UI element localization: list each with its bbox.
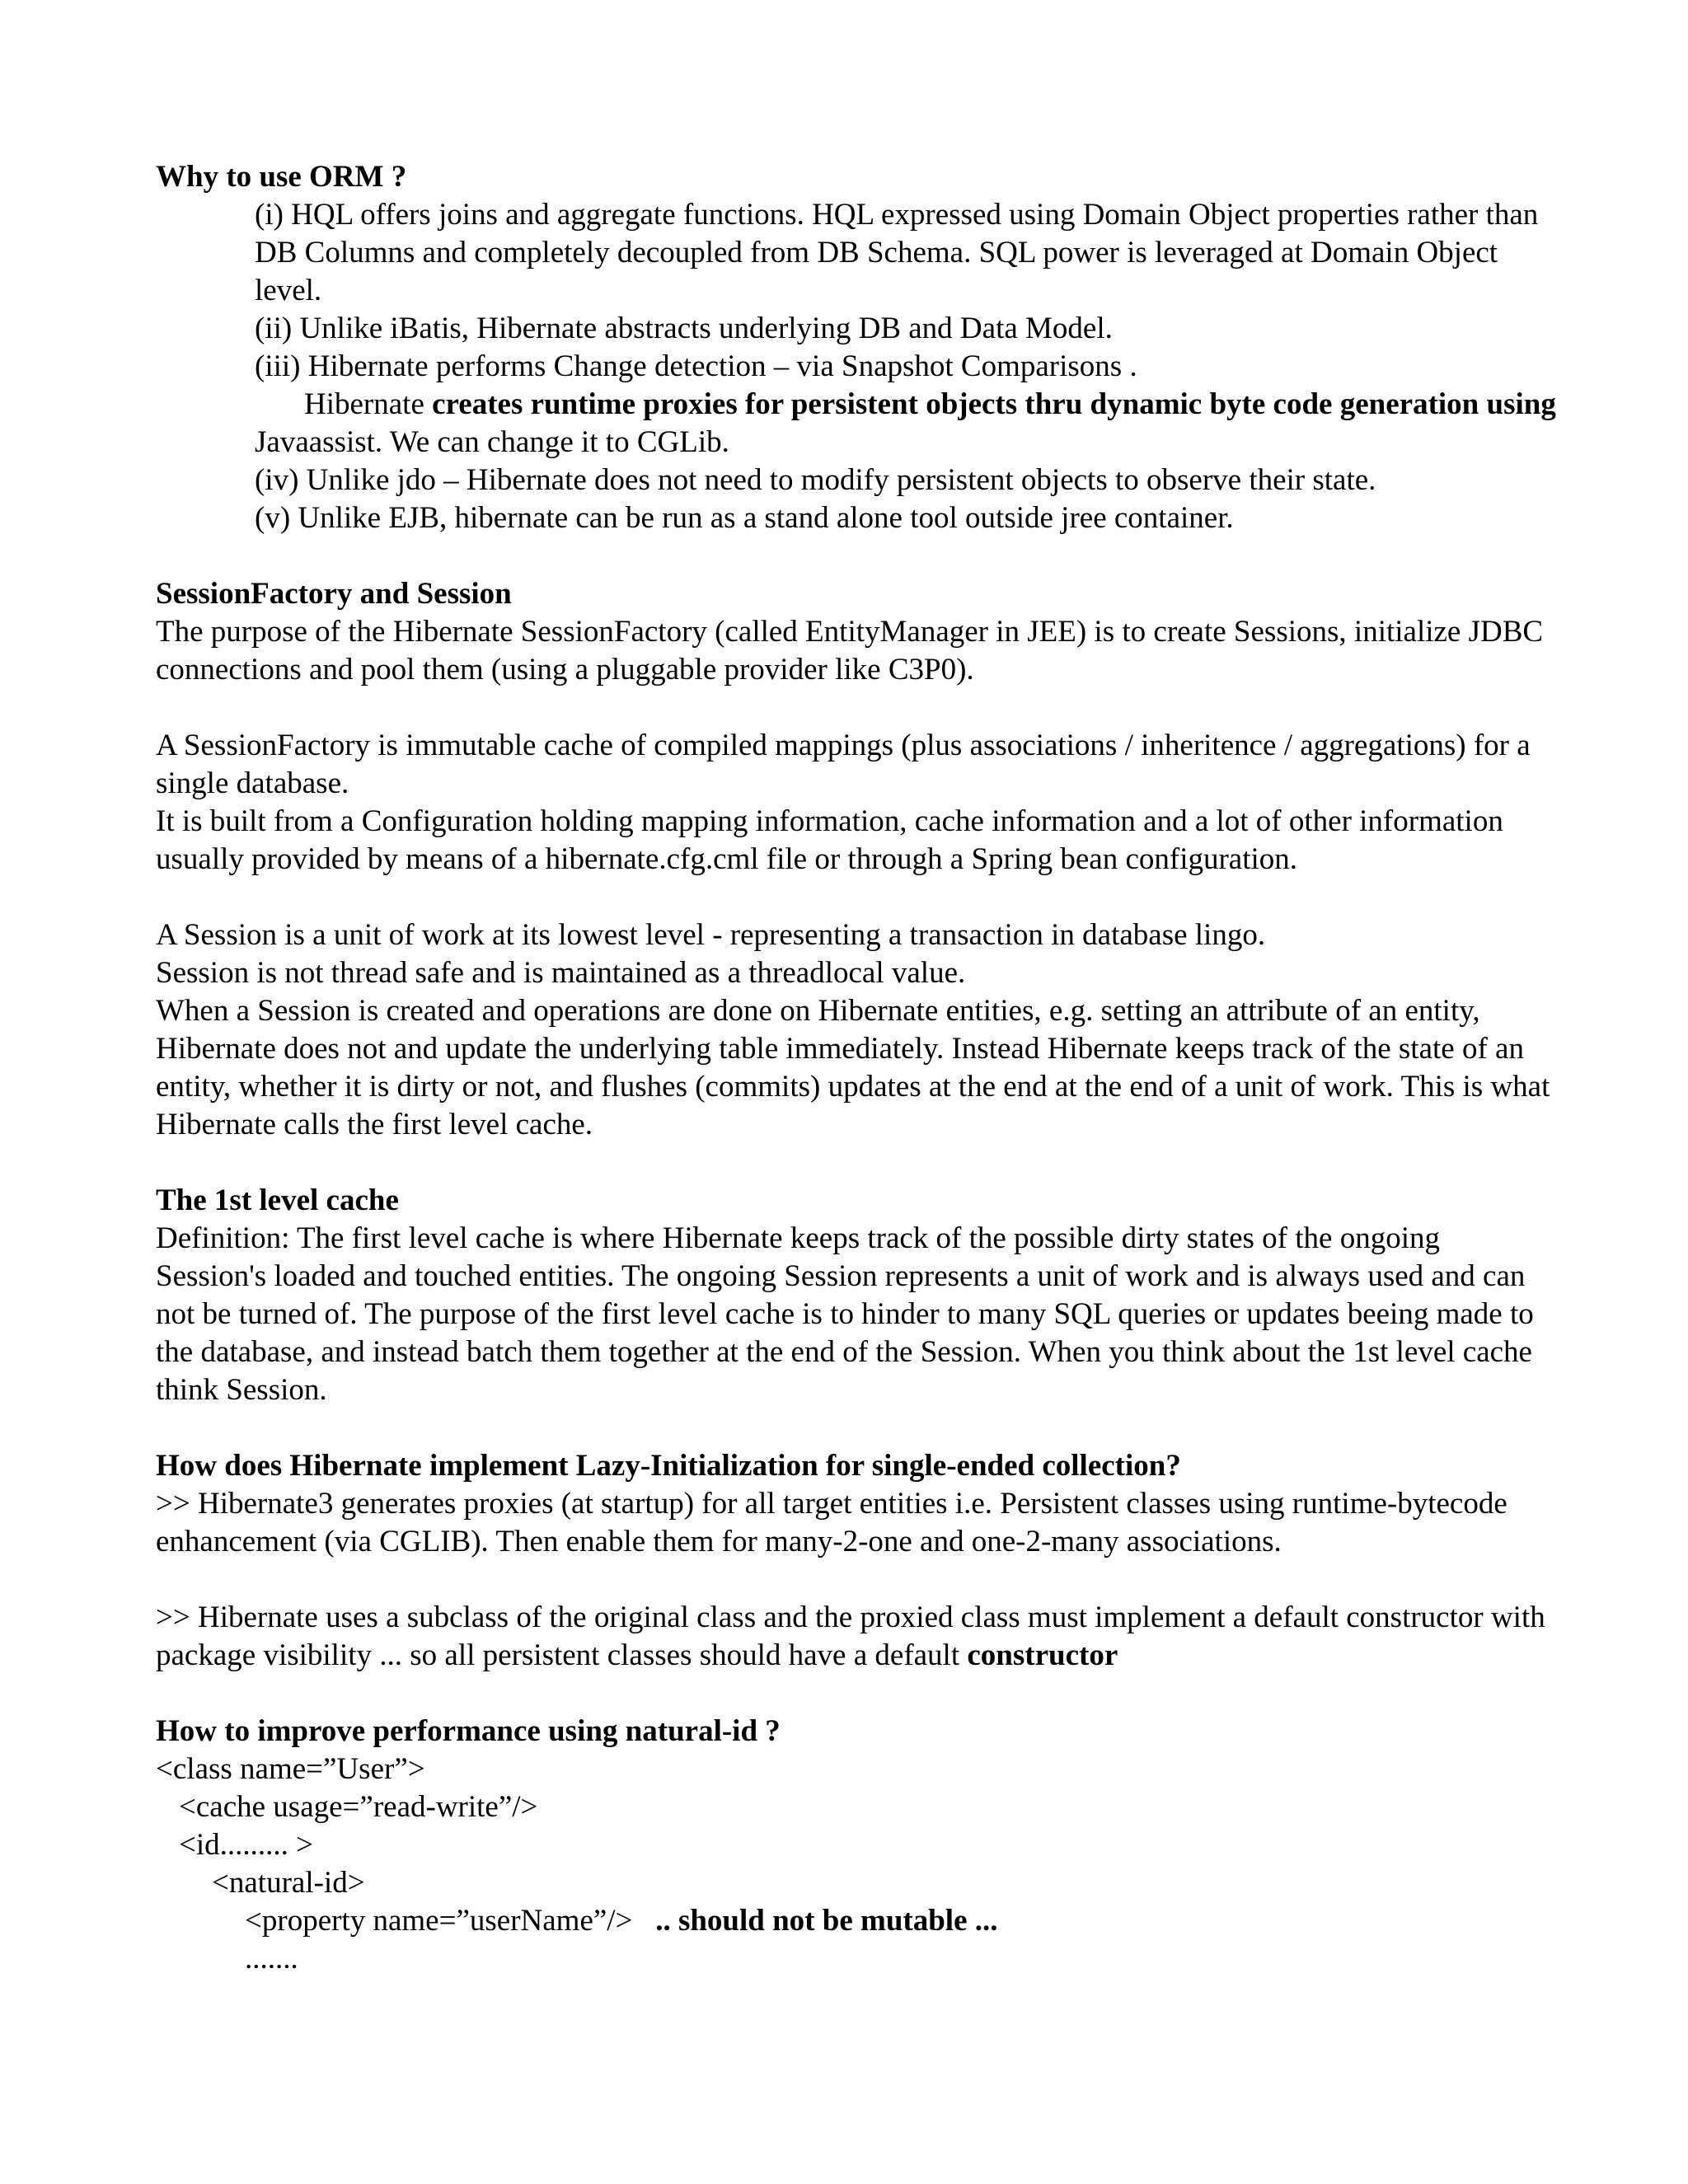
session-paragraph-1: The purpose of the Hibernate SessionFactory (called EntityManager in JEE) is to create Sessions, initialize JDBC connections and pool them (using a pluggable provider like C3P0). bbox=[156, 615, 1544, 687]
session-paragraph-3: It is built from a Configuration holding mapping information, cache information and a lot of other information usually provided by means of a hibernate.cfg.cml file or through a Spring bean configuration. bbox=[156, 804, 1503, 876]
session-paragraph-4: A Session is a unit of work at its lowest level - representing a transaction in database lingo. bbox=[156, 918, 1266, 952]
spacer bbox=[156, 537, 1557, 575]
spacer bbox=[156, 879, 1557, 916]
cache-definition: Definition: The first level cache is where Hibernate keeps track of the possible dirty states of the ongoing Session's loaded and touched entities. The ongoing Session represents a unit of work and is always used and can not be turned of. The purpose of the first level cache is to hinder to many SQL queries or updates beeing made to the database, and instead batch them together at the end of the Session. When you think about the 1st level cache think Session. bbox=[156, 1221, 1534, 1407]
lazy-paragraph-2-text: >> Hibernate uses a subclass of the original class and the proxied class must implement a default constructor with package visibility ... so all persistent classes should have a default bbox=[156, 1601, 1545, 1672]
session-paragraph-6: When a Session is created and operations are done on Hibernate entities, e.g. setting an attribute of an entity, Hibernate does not and update the underlying table immediately. Instead Hibernate keeps track of the state of an entity, whether it is dirty or not, and flushes (commits) updates at the end at the end of a unit of work. This is what Hibernate calls the first level cache. bbox=[156, 994, 1550, 1141]
orm-reason-3-detail-lead: Hibernate bbox=[304, 387, 433, 421]
spacer bbox=[156, 689, 1557, 727]
lazy-paragraph-2 bbox=[156, 1599, 1557, 1675]
spacer bbox=[156, 1409, 1557, 1447]
orm-reason-5: (v) Unlike EJB, hibernate can be run as a stand alone tool outside jree container. bbox=[255, 501, 1234, 535]
code-line-cache: <cache usage=”read-write”/> bbox=[179, 1790, 538, 1824]
heading-natural-id: How to improve performance using natural-id ? bbox=[156, 1714, 781, 1748]
heading-lazy-initialization: How does Hibernate implement Lazy-Initialization for single-ended collection? bbox=[156, 1449, 1181, 1483]
session-paragraph-2: A SessionFactory is immutable cache of compiled mappings (plus associations / inheritence / aggregations) for a single database. bbox=[156, 729, 1531, 800]
code-line-class: <class name=”User”> bbox=[156, 1752, 425, 1786]
orm-reason-3: (iii) Hibernate performs Change detection – via Snapshot Comparisons . bbox=[255, 349, 1137, 383]
orm-reason-3-detail-tail: Javaassist. We can change it to CGLib. bbox=[255, 425, 729, 459]
document-content bbox=[156, 158, 1557, 1978]
session-paragraph-5: Session is not thread safe and is maintained as a threadlocal value. bbox=[156, 956, 966, 990]
spacer bbox=[156, 1144, 1557, 1182]
orm-reason-2: (ii) Unlike iBatis, Hibernate abstracts underlying DB and Data Model. bbox=[255, 312, 1113, 345]
orm-reason-1: (i) HQL offers joins and aggregate functions. HQL expressed using Domain Object properties rather than DB Columns and completely decoupled from DB Schema. SQL power is leveraged at Domain Object level. bbox=[255, 198, 1539, 307]
code-line-property-text: <property name=”userName”/> bbox=[245, 1904, 633, 1938]
code-line-id: <id......... > bbox=[179, 1828, 314, 1862]
spacer bbox=[156, 1675, 1557, 1713]
heading-why-orm: Why to use ORM ? bbox=[156, 160, 407, 194]
orm-reason-3-detail-bold: creates runtime proxies for persistent objects thru dynamic byte code generation using bbox=[432, 387, 1556, 421]
heading-first-level-cache: The 1st level cache bbox=[156, 1183, 399, 1217]
orm-reason-4: (iv) Unlike jdo – Hibernate does not need to modify persistent objects to observe their state. bbox=[255, 463, 1376, 497]
code-line-ellipsis: ....... bbox=[245, 1942, 298, 1975]
lazy-paragraph-2-bold: constructor bbox=[967, 1638, 1118, 1672]
orm-reason-3-detail bbox=[255, 386, 1557, 462]
code-line-property bbox=[156, 1902, 1557, 1940]
heading-sessionfactory: SessionFactory and Session bbox=[156, 577, 512, 611]
code-line-property-note: .. should not be mutable ... bbox=[632, 1904, 998, 1938]
spacer bbox=[156, 1561, 1557, 1599]
lazy-paragraph-1: >> Hibernate3 generates proxies (at startup) for all target entities i.e. Persistent classes using runtime-bytecode enhancement (via CGLIB). Then enable them for many-2-one and one-2-many associations. bbox=[156, 1487, 1507, 1558]
orm-reasons-list bbox=[255, 196, 1557, 537]
code-line-natural-id: <natural-id> bbox=[212, 1866, 365, 1900]
